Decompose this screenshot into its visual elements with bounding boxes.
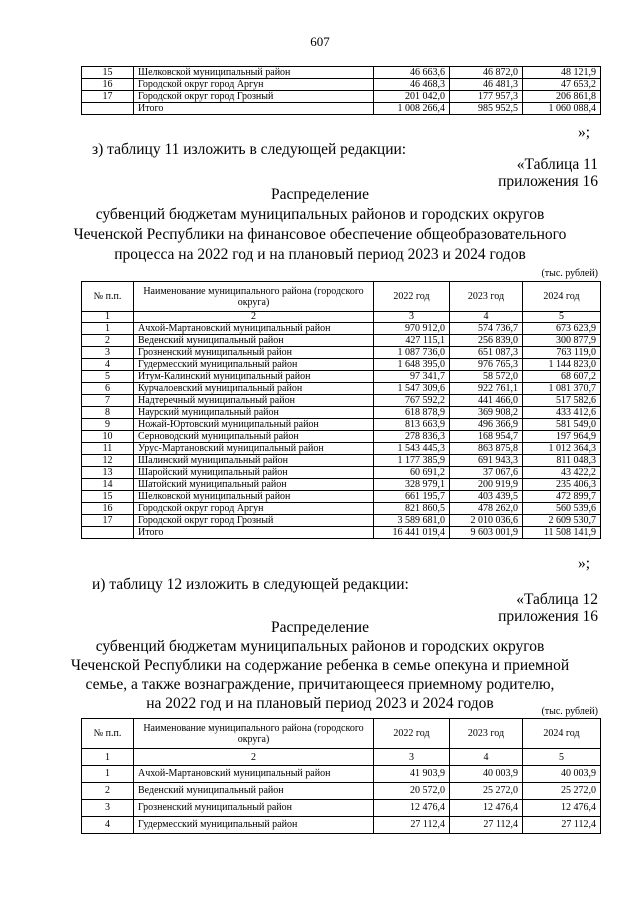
row-number: 9 [82,419,134,431]
value-2023: 441 466,0 [450,395,523,407]
value-2024: 206 861,8 [523,91,601,103]
value-2023: 691 943,3 [450,455,523,467]
row-name: Городской округ город Грозный [134,515,374,527]
row-name: Шелковской муниципальный район [134,67,374,79]
value-2022: 1 177 385,9 [374,455,450,467]
value-2023: 37 067,6 [450,467,523,479]
value-2023: 46 872,0 [450,67,523,79]
section-i-title-line: Чеченской Республики на содержание ребенка в семье опекуна и приемной [70,657,570,674]
header-name: Наименование муниципального района (городского округа) [134,719,374,749]
header-2024: 2024 год [523,282,601,312]
value-2023: 12 476,4 [450,800,523,817]
value-2024: 235 406,3 [523,479,601,491]
value-2023: 177 957,3 [450,91,523,103]
table-row [82,783,601,800]
header-2023: 2023 год [450,719,523,749]
row-name: Грозненский муниципальный район [134,800,374,817]
header-num: № п.п. [82,282,134,312]
row-name: Веденский муниципальный район [134,783,374,800]
row-name: Грозненский муниципальный район [134,347,374,359]
row-name: Ножай-Юртовский муниципальный район [134,419,374,431]
value-2024: 12 476,4 [523,800,601,817]
value-2024: 811 048,3 [523,455,601,467]
row-name: Итого [134,103,374,115]
value-2023: 574 736,7 [450,323,523,335]
value-2024: 197 964,9 [523,431,601,443]
value-2023: 651 087,3 [450,347,523,359]
top-table-closing: »; [578,124,591,141]
table-row [82,395,601,407]
value-2023: 200 919,9 [450,479,523,491]
value-2022: 328 979,1 [374,479,450,491]
table-row [82,407,601,419]
value-2023: 976 765,3 [450,359,523,371]
value-2022: 427 115,1 [374,335,450,347]
value-2024: 25 272,0 [523,783,601,800]
value-2024: 1 081 370,7 [523,383,601,395]
row-number: 6 [82,383,134,395]
section-z-closing: »; [578,555,591,572]
value-2023: 25 272,0 [450,783,523,800]
value-2022: 20 572,0 [374,783,450,800]
value-2022: 767 592,2 [374,395,450,407]
row-name: Шелковской муниципальный район [134,491,374,503]
row-name: Гудермесский муниципальный район [134,359,374,371]
table-row [82,383,601,395]
row-name: Наурский муниципальный район [134,407,374,419]
value-2023: 369 908,2 [450,407,523,419]
row-number: 4 [82,817,134,834]
value-2024: 27 112,4 [523,817,601,834]
table-row [82,67,601,79]
value-2024: 1 012 364,3 [523,443,601,455]
row-number: 14 [82,479,134,491]
value-2023: 58 572,0 [450,371,523,383]
row-number: 8 [82,407,134,419]
row-name: Серноводский муниципальный район [134,431,374,443]
value-2023: 496 366,9 [450,419,523,431]
value-2023: 985 952,5 [450,103,523,115]
row-number: 15 [82,67,134,79]
value-2024: 560 539,6 [523,503,601,515]
value-2022: 46 468,3 [374,79,450,91]
value-2022: 3 589 681,0 [374,515,450,527]
table-row [82,371,601,383]
colnum: 5 [523,749,601,766]
value-2022: 60 691,2 [374,467,450,479]
section-i-caption-line2: приложения 16 [498,608,598,625]
colnum: 5 [523,312,601,323]
value-2024: 763 119,0 [523,347,601,359]
row-number: 15 [82,491,134,503]
row-name: Ачхой-Мартановский муниципальный район [134,323,374,335]
section-i-title-line: на 2022 год и на плановый период 2023 и 2024 годов [146,695,494,712]
value-2022: 46 663,6 [374,67,450,79]
value-2024: 1 144 823,0 [523,359,601,371]
section-i-instruction: и) таблицу 12 изложить в следующей редакции: [92,576,409,593]
value-2023: 922 761,1 [450,383,523,395]
table-12 [81,718,601,834]
table-row [82,103,601,115]
row-number: 17 [82,515,134,527]
row-name: Городской округ город Аргун [134,503,374,515]
table-row [82,766,601,783]
value-2024: 40 003,9 [523,766,601,783]
row-name: Итум-Калинский муниципальный район [134,371,374,383]
value-2022: 278 836,3 [374,431,450,443]
table-row [82,491,601,503]
row-name: Городской округ город Аргун [134,79,374,91]
colnum: 4 [450,749,523,766]
section-z-units: (тыс. рублей) [541,268,598,279]
page-number: 607 [310,34,330,49]
row-number: 2 [82,335,134,347]
value-2024: 68 607,2 [523,371,601,383]
table-row [82,503,601,515]
row-name: Шаройский муниципальный район [134,467,374,479]
row-number: 2 [82,783,134,800]
value-2023: 40 003,9 [450,766,523,783]
row-name: Урус-Мартановский муниципальный район [134,443,374,455]
header-2023: 2023 год [450,282,523,312]
row-number: 7 [82,395,134,407]
value-2022: 1 547 309,6 [374,383,450,395]
value-2023: 27 112,4 [450,817,523,834]
section-z-instruction: з) таблицу 11 изложить в следующей редакции: [92,141,407,158]
section-z-caption-line1: «Таблица 11 [516,156,598,173]
colnum: 2 [134,749,374,766]
header-name: Наименование муниципального района (городского округа) [134,282,374,312]
table-row [82,335,601,347]
value-2022: 661 195,7 [374,491,450,503]
table-row [82,91,601,103]
table-row [82,467,601,479]
table-row [82,323,601,335]
value-2024: 300 877,9 [523,335,601,347]
value-2023: 256 839,0 [450,335,523,347]
row-number: 12 [82,455,134,467]
row-number: 3 [82,800,134,817]
value-2024: 472 899,7 [523,491,601,503]
section-i-title-line: семье, а также вознаграждение, причитающееся приемному родителю, [85,676,555,693]
table-row [82,419,601,431]
value-2022: 97 341,7 [374,371,450,383]
section-z-title-line: Распределение [271,186,369,203]
row-name: Веденский муниципальный район [134,335,374,347]
section-z-title-line: процесса на 2022 год и на плановый период 2023 и 2024 годов [114,246,526,263]
table-11 [81,281,601,539]
row-number: 16 [82,79,134,91]
row-name: Итого [134,527,374,539]
value-2024: 517 582,6 [523,395,601,407]
header-num: № п.п. [82,719,134,749]
colnum: 2 [134,312,374,323]
colnum: 1 [82,312,134,323]
colnum: 3 [374,312,450,323]
row-name: Городской округ город Грозный [134,91,374,103]
row-number: 17 [82,91,134,103]
table-row [82,515,601,527]
section-i-caption-line1: «Таблица 12 [516,591,598,608]
table-row [82,359,601,371]
value-2022: 1 008 266,4 [374,103,450,115]
table-row [82,443,601,455]
row-number: 16 [82,503,134,515]
row-name: Курчалоевский муниципальный район [134,383,374,395]
value-2024: 11 508 141,9 [523,527,601,539]
header-2022: 2022 год [374,282,450,312]
section-i-title-line: Распределение [271,619,369,636]
value-2022: 813 663,9 [374,419,450,431]
value-2023: 9 603 001,9 [450,527,523,539]
value-2022: 16 441 019,4 [374,527,450,539]
value-2022: 970 912,0 [374,323,450,335]
row-name: Шалинский муниципальный район [134,455,374,467]
section-i-units: (тыс. рублей) [541,706,598,717]
top-table [81,66,601,115]
value-2024: 1 060 088,4 [523,103,601,115]
table-row [82,817,601,834]
row-number: 13 [82,467,134,479]
row-number [82,103,134,115]
colnum: 1 [82,749,134,766]
row-number: 10 [82,431,134,443]
row-number: 11 [82,443,134,455]
table-row [82,431,601,443]
value-2022: 821 860,5 [374,503,450,515]
row-number: 4 [82,359,134,371]
section-z-title-line: Чеченской Республики на финансовое обеспечение общеобразовательного [73,226,567,243]
row-name: Шатойский муниципальный район [134,479,374,491]
row-number [82,527,134,539]
header-2022: 2022 год [374,719,450,749]
row-name: Гудермесский муниципальный район [134,817,374,834]
row-number: 5 [82,371,134,383]
table-row [82,455,601,467]
table-row [82,527,601,539]
section-i-title-line: субвенций бюджетам муниципальных районов и городских округов [95,638,545,655]
colnum: 3 [374,749,450,766]
value-2024: 48 121,9 [523,67,601,79]
value-2022: 41 903,9 [374,766,450,783]
value-2024: 433 412,6 [523,407,601,419]
value-2023: 46 481,3 [450,79,523,91]
section-z-title [0,185,640,265]
row-name: Ачхой-Мартановский муниципальный район [134,766,374,783]
value-2022: 618 878,9 [374,407,450,419]
row-number: 1 [82,323,134,335]
value-2022: 201 042,0 [374,91,450,103]
colnum: 4 [450,312,523,323]
row-number: 1 [82,766,134,783]
value-2023: 2 010 036,6 [450,515,523,527]
table-row [82,800,601,817]
value-2023: 478 262,0 [450,503,523,515]
value-2024: 2 609 530,7 [523,515,601,527]
value-2024: 47 653,2 [523,79,601,91]
section-i-title [0,618,640,713]
table-row [82,479,601,491]
value-2022: 1 087 736,0 [374,347,450,359]
value-2024: 581 549,0 [523,419,601,431]
value-2022: 1 543 445,3 [374,443,450,455]
table-row [82,79,601,91]
row-number: 3 [82,347,134,359]
row-name: Надтеречный муниципальный район [134,395,374,407]
value-2022: 27 112,4 [374,817,450,834]
table-row [82,347,601,359]
value-2023: 168 954,7 [450,431,523,443]
section-z-title-line: субвенций бюджетам муниципальных районов и городских округов [95,206,545,223]
header-2024: 2024 год [523,719,601,749]
section-z-caption-line2: приложения 16 [498,173,598,190]
value-2023: 863 875,8 [450,443,523,455]
value-2022: 1 648 395,0 [374,359,450,371]
value-2022: 12 476,4 [374,800,450,817]
value-2023: 403 439,5 [450,491,523,503]
value-2024: 673 623,9 [523,323,601,335]
value-2024: 43 422,2 [523,467,601,479]
